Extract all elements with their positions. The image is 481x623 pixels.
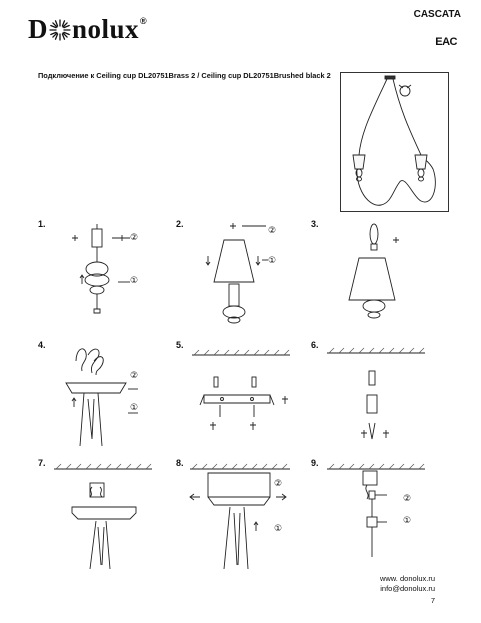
callout-1: ① bbox=[268, 255, 277, 265]
brand-name-rest: nolux bbox=[72, 14, 140, 44]
step-1 bbox=[38, 214, 139, 285]
step-6-drawing bbox=[325, 345, 445, 455]
step-9 bbox=[311, 453, 412, 525]
step-7-drawing bbox=[52, 461, 172, 573]
brand-letter-d: D bbox=[28, 14, 48, 44]
step-number: 2. bbox=[176, 219, 184, 229]
step-7 bbox=[38, 453, 46, 471]
step-number: 9. bbox=[311, 458, 319, 468]
overview-lamp-drawing bbox=[341, 73, 450, 213]
step-3-drawing bbox=[331, 220, 441, 332]
step-2-drawing bbox=[196, 220, 306, 332]
brand-logo bbox=[28, 14, 147, 45]
model-name: CASCATA bbox=[413, 9, 461, 20]
step-number: 3. bbox=[311, 219, 319, 229]
certification-mark: EAC bbox=[435, 36, 457, 48]
callout-1: ① bbox=[274, 523, 283, 533]
callout-1: ① bbox=[130, 275, 139, 285]
callout-2: ② bbox=[274, 478, 283, 488]
callout-2: ② bbox=[403, 493, 412, 503]
step-9-drawing bbox=[325, 461, 445, 573]
callout-2: ② bbox=[268, 225, 277, 235]
step-1-drawing bbox=[62, 224, 172, 334]
step-number: 6. bbox=[311, 340, 319, 350]
step-8-drawing bbox=[184, 461, 309, 573]
callout-2: ② bbox=[130, 370, 139, 380]
footer-email: info@donolux.ru bbox=[380, 584, 435, 593]
footer-website: www. donolux.ru bbox=[379, 574, 435, 583]
step-number: 1. bbox=[38, 219, 46, 229]
step-5 bbox=[176, 335, 184, 353]
step-4 bbox=[38, 335, 139, 412]
step-2 bbox=[176, 214, 277, 265]
step-6 bbox=[311, 335, 319, 353]
callout-1: ① bbox=[130, 402, 139, 412]
callout-2: ② bbox=[130, 232, 139, 242]
registered-mark: ® bbox=[140, 15, 148, 26]
step-number: 7. bbox=[38, 458, 46, 468]
step-8 bbox=[176, 453, 283, 533]
step-number: 5. bbox=[176, 340, 184, 350]
page-subtitle: Подключение к Ceiling cup DL20751Brass 2 / Ceiling cup DL20751Brushed black 2 bbox=[38, 71, 331, 80]
step-5-drawing bbox=[190, 345, 310, 455]
step-number: 8. bbox=[176, 458, 184, 468]
step-3 bbox=[311, 214, 319, 232]
sunburst-o-icon bbox=[49, 19, 71, 41]
step-4-drawing bbox=[56, 341, 166, 453]
step-number: 4. bbox=[38, 340, 46, 350]
callout-1: ① bbox=[403, 515, 412, 525]
overview-illustration bbox=[340, 72, 449, 212]
page-number: 7 bbox=[430, 596, 435, 605]
